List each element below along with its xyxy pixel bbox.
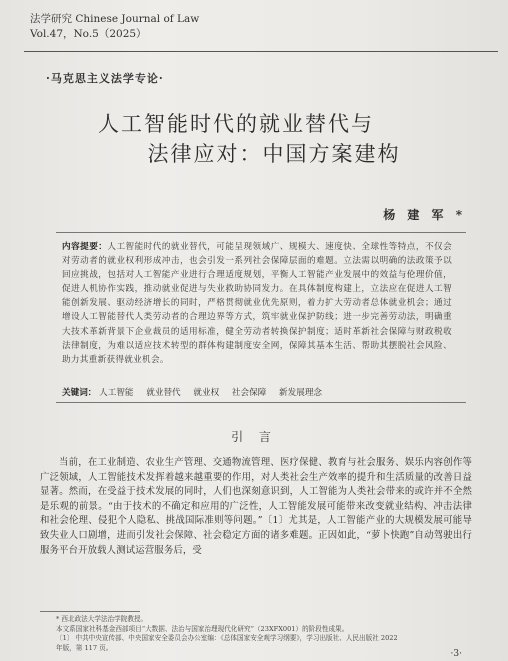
author-name: 杨 建 军 * [383,208,466,222]
journal-volume: Vol.47，No.5（2025） [30,28,147,40]
footnote-author: * 西北政法大学法治学院教授。 [56,615,148,623]
article-title-line1: 人工智能时代的就业替代与 [98,112,374,136]
column-name: ·马克思主义法学专论· [46,72,164,85]
abstract [62,240,452,367]
body-paragraph: 当前，在工业制造、农业生产管理、交通物流管理、医疗保健、教育与社会服务、娱乐内容创作等广泛领域，人工智能技术发挥着越来越重要的作用，对人类社会生产效率的提升和生活质量的改善日益显著。然而，在受益于技术发展的同时，人们也深刻意识到，人工智能为人类社会带来的或许并不全然是乐观的前景。“由于技术的不确定和应用的广泛性，人工智能发展可能带来改变就业结构、冲击法律和社会伦理、侵犯个人隐私、挑战国际准则等问题。”〔1〕尤其是，人工智能产业的大规模发展可能导致失业人口剧增，进而引发社会保障、社会稳定方面的诸多难题。正因如此，“萝卜快跑”自动驾驶出行服务平台开放载人测试运营服务后，受 [40,457,472,556]
page-number: ·3· [450,649,462,659]
footnote-1: 〔1〕 中共中央宣传部、中央国家安全委员会办公室编：《总体国家安全观学习纲要》，学习出版社、人民出版社 2022 [56,634,398,642]
journal-name: 法学研究 Chinese Journal of Law [30,13,200,25]
abstract-top-rule [56,232,466,233]
header-rule [24,51,498,52]
article-title-line2: 法律应对：中国方案建构 [147,142,401,166]
footnote-1-cont: 年版，第 117 页。 [56,643,113,652]
abstract-bottom-rule [56,402,466,403]
abstract-text: 人工智能时代的就业替代，可能呈现领域广、规模大、速度快、全球性等特点，不仅会对劳动者的就业权利形成冲击，也会引发一系列社会保障层面的难题。立法需以明确的法政策予以回应挑战，包括对人工智能产业进行合理适度规划，平衡人工智能产业发展中的效益与伦理价值，促进人机协作实践，推动就业促进与失业救助协同发力。在具体制度构建上，立法应在促进人工智能创新发展、驱动经济增长的同时，严格贯彻就业优先原则，着力扩大劳动者总体就业机会；通过增设人工智能替代人类劳动者的合理边界等方式，筑牢就业保护防线；进一步完善劳动法，明确重大技术革新背景下企业裁员的适用标准，健全劳动者转换保护制度；适时革新社会保障与财政税收法律制度，为难以适应技术转型的群体构建制度安全网，保障其基本生活、帮助其摆脱社会风险、助力其重新获得就业机会。 [62,242,452,365]
keyword-item: 新发展理念 [279,388,323,398]
keyword-item: 社会保障 [231,388,267,398]
keywords [62,386,332,398]
footnotes [56,615,476,653]
keyword-item: 人工智能 [99,388,134,398]
journal-header [30,12,199,42]
keyword-item: 就业替代 [146,388,181,398]
footnote-rule [40,611,140,612]
footnote-funding: 本文系国家社科基金西部项目“大数据、法治与国家治理现代化研究”（23XFX001）的阶段性成果。 [56,624,349,633]
abstract-label: 内容提要： [62,242,108,252]
keywords-label: 关键词： [62,388,97,398]
section-heading: 引 言 [231,430,277,444]
keyword-item: 就业权 [193,388,220,398]
